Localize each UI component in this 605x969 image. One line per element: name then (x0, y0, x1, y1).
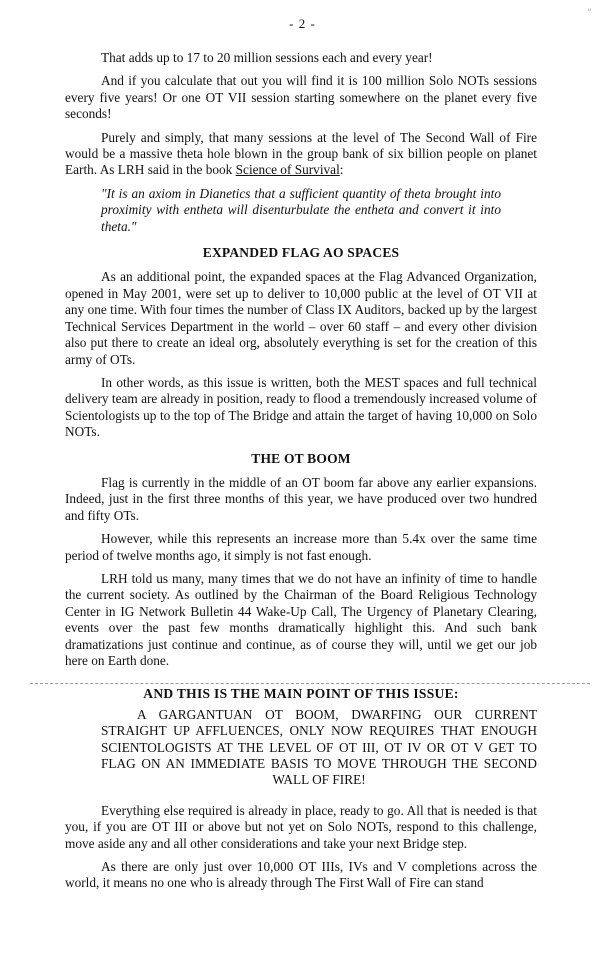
paragraph-sessions-per-year: That adds up to 17 to 20 million sessions each and every year! (101, 50, 433, 65)
main-point-block (65, 686, 537, 788)
section-heading-flag-ao-spaces: EXPANDED FLAG AO SPACES (202, 245, 400, 261)
paragraph-text: Purely and simply, that many sessions at the level of The Second Wall of Fire would be a massive theta hole blown in the group bank of six billion people on planet Earth. As LRH said in the book (65, 129, 537, 178)
section-heading-ot-boom: THE OT BOOM (251, 450, 351, 466)
paragraph-urgency: LRH told us many, many times that we do not have an infinity of time to handle the current society. As outlined by the Chairman of the Board Religious Technology Center in IG Network Bulletin 44 Wake-Up Call, The Urgency of Planetary Clearing, events over the past few months dramatically highlight this. And such bank dramatizations just continue and continue, as of course they will, until we get our job here on Earth done. (65, 570, 537, 668)
corner-mark: ᵤ (588, 2, 591, 12)
book-title: Science of Survival (235, 162, 340, 178)
paragraph-flag-spaces: As an additional point, the expanded spaces at the Flag Advanced Organization, opened in May 2001, were set up to deliver to 10,000 public at the level of OT VII at any one time. With four times the number of Class IX Auditors, backed up by the largest Technical Services Department in the world – over 60 staff – and every other division also put there to create an ideal org, absolutely everything is set for the creation of this army of OTs. (65, 269, 537, 367)
lrh-quote: "It is an axiom in Dianetics that a sufficient quantity of theta brought into proximity with entheta will disenturbulate the entheta and convert it into theta." (101, 185, 501, 234)
paragraph-everything-in-place: Everything else required is already in place, ready to go. All that is needed is that you, if you are OT III or above but not yet on Solo NOTs, respond to this challenge, move aside any and all other considerations and take your next Bridge step. (65, 802, 537, 851)
scan-divider-line (30, 683, 590, 684)
paragraph-second-wall-of-fire (65, 130, 537, 179)
main-point-heading: AND THIS IS THE MAIN POINT OF THIS ISSUE: (143, 686, 459, 702)
paragraph-not-fast-enough: However, while this represents an increase more than 5.4x over the same time period of twelve months ago, it simply is not fast enough. (65, 531, 537, 563)
paragraph-ot-boom: Flag is currently in the middle of an OT boom far above any earlier expansions. Indeed, just in the first three months of this year, we have produced over two hundred and fifty OTs. (65, 474, 537, 523)
page-number: - 2 - (289, 16, 316, 31)
paragraph-ot-completions: As there are only just over 10,000 OT IIIs, IVs and V completions across the world, it means no one who is already through The First Wall of Fire can stand (65, 859, 537, 891)
main-point-text: A GARGANTUAN OT BOOM, DWARFING OUR CURRENT STRAIGHT UP AFFLUENCES, ONLY NOW REQUIRES THAT ENOUGH SCIENTOLOGISTS AT THE LEVEL OF OT III, OT IV OR OT V GET TO FLAG ON AN IMMEDIATE BASIS TO MOVE THROUGH THE SECOND WALL OF FIRE! (101, 706, 537, 788)
paragraph-delivery-team: In other words, as this issue is written, both the MEST spaces and full technical delivery team are already in position, ready to flood a tremendously increased volume of Scientologists up to the top of The Bridge and attain the target of having 10,000 on Solo NOTs. (65, 374, 537, 440)
paragraph-solo-nots-sessions: And if you calculate that out you will find it is 100 million Solo NOTs sessions every five years! Or one OT VII session starting somewhere on the planet every five seconds! (65, 73, 537, 122)
page-content (65, 50, 537, 899)
paragraph-text-end: : (339, 162, 344, 178)
